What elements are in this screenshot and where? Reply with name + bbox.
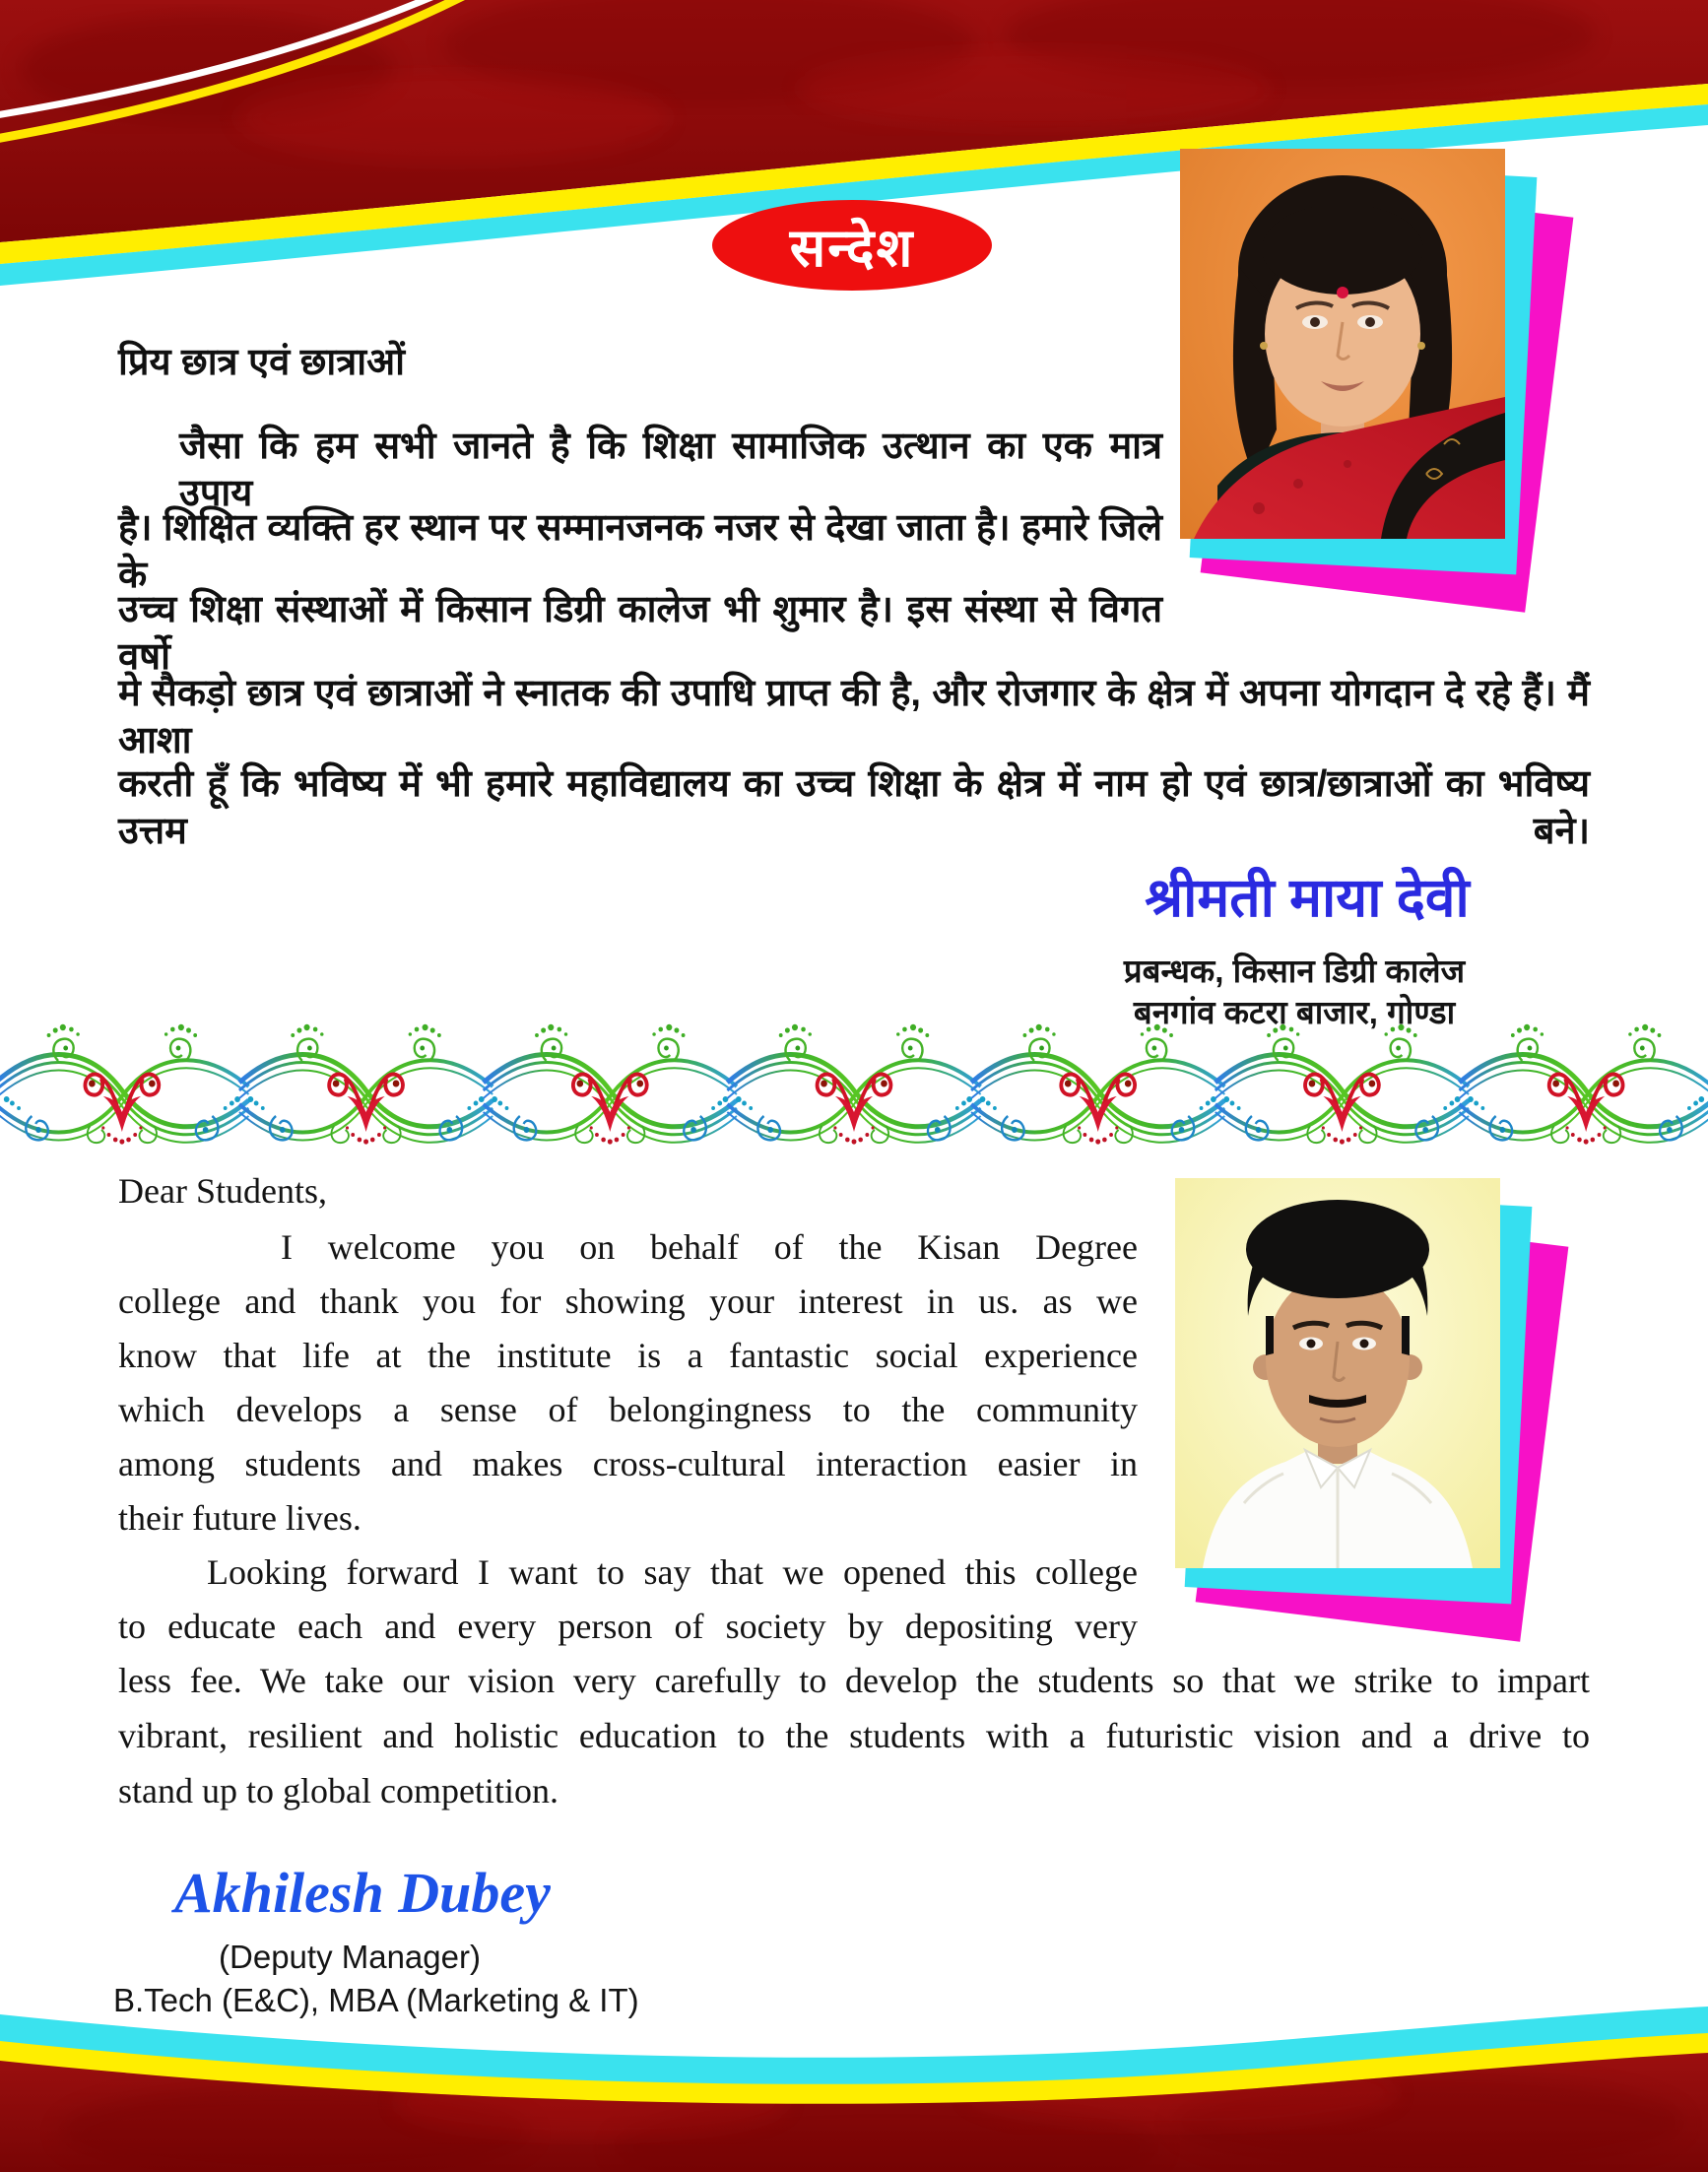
manager-photo <box>1180 149 1505 539</box>
flourish-divider <box>0 1010 1708 1162</box>
english-line-2: college and thank you for showing your interest in us. as we <box>118 1282 1138 1321</box>
deputy-role: (Deputy Manager) <box>219 1939 481 1975</box>
manager-name: श्रीमती माया देवी <box>1145 867 1470 928</box>
english-line-10: vibrant, resilient and holistic education to the students with a futuristic vision and a drive to <box>118 1716 1590 1755</box>
sandesh-badge <box>712 200 992 291</box>
hindi-line-2: है। शिक्षित व्यक्ति हर स्थान पर सम्मानजनक नजर से देखा जाता है। हमारे जिले के <box>118 507 1162 596</box>
hindi-line-5: करती हूँ कि भविष्य में भी हमारे महाविद्यालय का उच्च शिक्षा के क्षेत्र में नाम हो एवं छात्र/छात्राओं का भविष्य उत्तम बने। <box>118 763 1590 852</box>
english-salutation: Dear Students, <box>118 1171 327 1211</box>
manager-role: प्रबन्धक, किसान डिग्री कालेज <box>1123 953 1466 989</box>
deputy-name: Akhilesh Dubey <box>174 1861 551 1925</box>
sandesh-badge-label: सन्देश <box>789 219 915 278</box>
english-line-9: less fee. We take our vision very carefully to develop the students so that we strike to impart <box>118 1661 1590 1700</box>
english-line-3: know that life at the institute is a fantastic social experience <box>118 1336 1138 1375</box>
english-line-11: stand up to global competition. <box>118 1771 558 1810</box>
english-line-1: I welcome you on behalf of the Kisan Degree <box>281 1227 1138 1267</box>
bottom-banner <box>0 1945 1708 2172</box>
english-line-6: their future lives. <box>118 1498 361 1538</box>
manager-address: बनगांव कटरा बाजार, गोण्डा <box>1133 994 1456 1030</box>
hindi-line-4: मे सैकड़ो छात्र एवं छात्राओं ने स्नातक की उपाधि प्राप्त की है, और रोजगार के क्षेत्र में अपना योगदान दे रहे हैं। मैं आशा <box>118 673 1590 761</box>
deputy-qualifications: B.Tech (E&C), MBA (Marketing & IT) <box>113 1982 639 2018</box>
hindi-line-1: जैसा कि हम सभी जानते है कि शिक्षा सामाजिक उत्थान का एक मात्र उपाय <box>179 426 1162 514</box>
hindi-line-3: उच्च शिक्षा संस्थाओं में किसान डिग्री कालेज भी शुमार है। इस संस्था से विगत वर्षो <box>118 589 1162 678</box>
hindi-greeting: प्रिय छात्र एवं छात्राओं <box>118 342 405 383</box>
english-line-7: Looking forward I want to say that we opened this college <box>207 1552 1138 1592</box>
deputy-photo <box>1175 1178 1500 1568</box>
woman-portrait-photo <box>1180 149 1505 539</box>
english-line-8: to educate each and every person of society by depositing very <box>118 1607 1138 1646</box>
man-portrait-photo <box>1175 1178 1500 1568</box>
manager-photo-group <box>1172 143 1581 655</box>
english-line-5: among students and makes cross-cultural interaction easier in <box>118 1444 1138 1483</box>
english-line-4: which develops a sense of belongingness to the community <box>118 1390 1138 1429</box>
deputy-photo-group <box>1167 1172 1576 1684</box>
